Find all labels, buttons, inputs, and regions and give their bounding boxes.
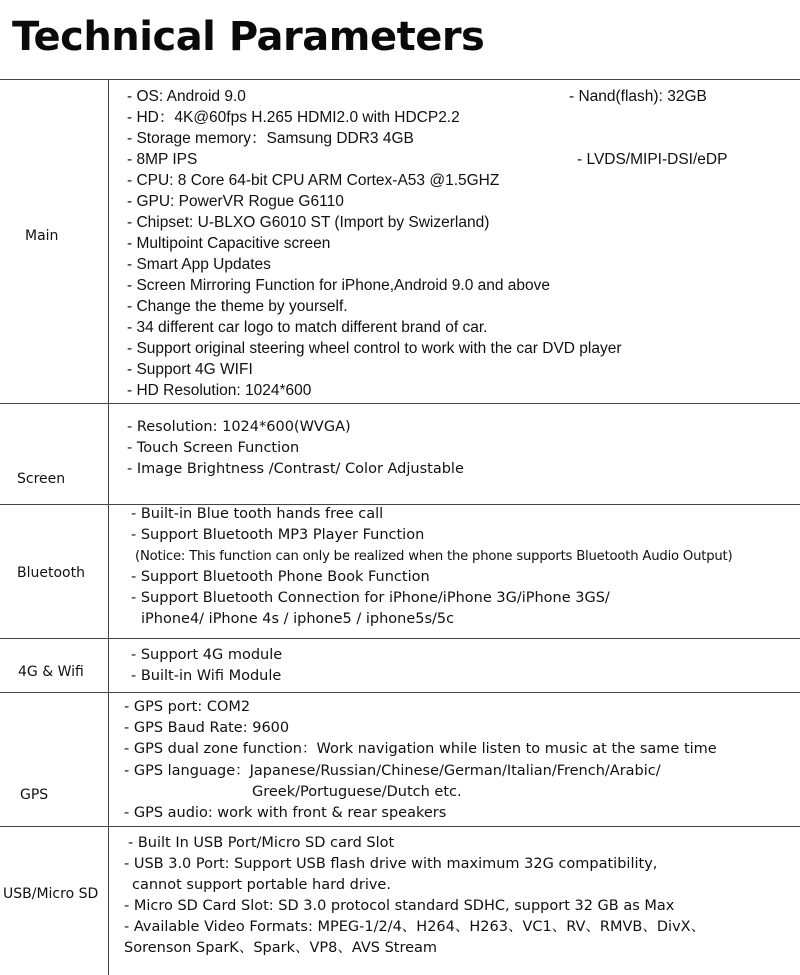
table-top-border (0, 79, 800, 80)
spec-line: Sorenson SparK、Spark、VP8、AVS Stream (124, 940, 438, 956)
spec-line: - Support Bluetooth Phone Book Function (131, 569, 430, 585)
spec-line: - 34 different car logo to match different brand of car. (127, 319, 488, 336)
row-divider-main (0, 403, 800, 404)
spec-line: - Support 4G WIFI (127, 361, 253, 378)
spec-line: - Support Bluetooth Connection for iPhone/iPhone 3G/iPhone 3GS/ (131, 590, 610, 606)
section-label-wifi: 4G & Wifi (18, 664, 84, 680)
column-divider (108, 79, 109, 975)
spec-line: - Change the theme by yourself. (127, 298, 348, 315)
spec-line: - Touch Screen Function (127, 440, 300, 456)
spec-line: cannot support portable hard drive. (132, 877, 391, 893)
spec-line: - OS: Android 9.0 (127, 88, 246, 105)
spec-line: - Micro SD Card Slot: SD 3.0 protocol standard SDHC, support 32 GB as Max (124, 898, 675, 914)
spec-line: - HD：4K@60fps H.265 HDMI2.0 with HDCP2.2 (127, 109, 460, 126)
section-label-usb: USB/Micro SD (3, 886, 99, 902)
spec-line: - USB 3.0 Port: Support USB flash drive with maximum 32G compatibility, (124, 856, 658, 872)
spec-line: - Built In USB Port/Micro SD card Slot (128, 835, 395, 851)
row-divider-gps (0, 826, 800, 827)
spec-line: - Built-in Wifi Module (131, 668, 282, 684)
spec-line: - Image Brightness /Contrast/ Color Adjustable (127, 461, 464, 477)
spec-line: - GPS language：Japanese/Russian/Chinese/German/Italian/French/Arabic/ (124, 763, 661, 779)
spec-line: - LVDS/MIPI-DSI/eDP (577, 151, 728, 168)
spec-line: - Resolution: 1024*600(WVGA) (127, 419, 351, 435)
spec-line: - Support Bluetooth MP3 Player Function (131, 527, 425, 543)
spec-line: - Storage memory：Samsung DDR3 4GB (127, 130, 414, 147)
row-divider-wifi (0, 692, 800, 693)
spec-line: - Built-in Blue tooth hands free call (131, 506, 384, 522)
spec-line: - Available Video Formats: MPEG-1/2/4、H264、H263、VC1、RV、RMVB、DivX、 (124, 919, 706, 935)
section-label-bluetooth: Bluetooth (17, 565, 85, 581)
section-label-screen: Screen (17, 471, 66, 487)
spec-line: - Multipoint Capacitive screen (127, 235, 331, 252)
spec-line: - GPS audio: work with front & rear speakers (124, 805, 447, 821)
row-divider-bluetooth (0, 638, 800, 639)
spec-line: - Chipset: U-BLXO G6010 ST (Import by Swizerland) (127, 214, 490, 231)
spec-line: - GPU: PowerVR Rogue G6110 (127, 193, 344, 210)
spec-line: - Support original steering wheel control to work with the car DVD player (127, 340, 622, 357)
spec-line: - Support 4G module (131, 647, 283, 663)
spec-line: - HD Resolution: 1024*600 (127, 382, 312, 399)
spec-line: - GPS port: COM2 (124, 699, 251, 715)
spec-line: - Nand(flash): 32GB (569, 88, 707, 105)
spec-line: - 8MP IPS (127, 151, 198, 168)
spec-line: - CPU: 8 Core 64-bit CPU ARM Cortex-A53 @1.5GHZ (127, 172, 500, 189)
spec-line: Greek/Portuguese/Dutch etc. (252, 784, 462, 800)
section-label-gps: GPS (20, 787, 49, 803)
page-title: Technical Parameters (12, 14, 485, 60)
section-label-main: Main (25, 228, 59, 244)
spec-line: iPhone4/ iPhone 4s / iphone5 / iphone5s/5c (141, 611, 455, 627)
spec-line: - GPS dual zone function：Work navigation while listen to music at the same time (124, 741, 717, 757)
spec-line: - Screen Mirroring Function for iPhone,Android 9.0 and above (127, 277, 551, 294)
row-divider-screen (0, 504, 800, 505)
spec-notice: (Notice: This function can only be realized when the phone supports Bluetooth Audio Output) (135, 549, 733, 564)
spec-line: - Smart App Updates (127, 256, 271, 273)
spec-line: - GPS Baud Rate: 9600 (124, 720, 290, 736)
